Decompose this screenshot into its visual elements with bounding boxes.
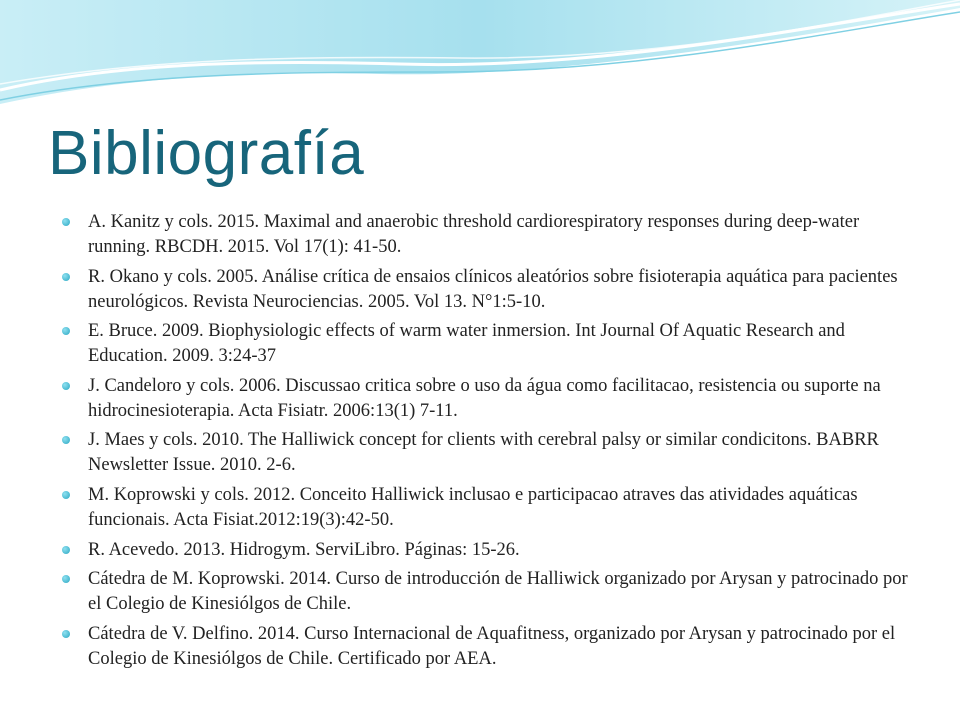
- reference-item: [60, 374, 920, 424]
- bibliography-list: [60, 210, 920, 676]
- reference-item: [60, 265, 920, 315]
- bullet-icon: [62, 218, 70, 226]
- bullet-icon: [62, 327, 70, 335]
- slide-title: Bibliografía: [48, 119, 365, 188]
- reference-text: Cátedra de M. Koprowski. 2014. Curso de introducción de Halliwick organizado por Arysan y patrocinado por el Colegio de Kinesiólgos de Chile.: [88, 569, 908, 615]
- reference-item: [60, 428, 920, 478]
- reference-text: R. Acevedo. 2013. Hidrogym. ServiLibro. Páginas: 15-26.: [88, 539, 520, 560]
- bullet-icon: [62, 382, 70, 390]
- bullet-icon: [62, 630, 70, 638]
- reference-text: Cátedra de V. Delfino. 2014. Curso Internacional de Aquafitness, organizado por Arysan y patrocinado por el Colegio de Kinesiólgos de Chile. Certificado por AEA.: [88, 623, 896, 669]
- reference-item: [60, 538, 920, 563]
- reference-item: [60, 319, 920, 369]
- reference-item: [60, 483, 920, 533]
- reference-text: J. Maes y cols. 2010. The Halliwick concept for clients with cerebral palsy or similar condicitons. BABRR Newsletter Issue. 2010. 2-6.: [88, 430, 879, 476]
- bullet-icon: [62, 546, 70, 554]
- decorative-wave-header: [0, 0, 960, 110]
- reference-item: [60, 567, 920, 617]
- bullet-icon: [62, 436, 70, 444]
- bullet-icon: [62, 491, 70, 499]
- reference-item: [60, 210, 920, 260]
- bullet-icon: [62, 273, 70, 281]
- reference-text: A. Kanitz y cols. 2015. Maximal and anaerobic threshold cardiorespiratory responses during deep-water running. RBCDH. 2015. Vol 17(1): 41-50.: [88, 212, 860, 257]
- reference-text: E. Bruce. 2009. Biophysiologic effects of warm water inmersion. Int Journal Of Aquatic Research and Education. 2009. 3:24-37: [88, 321, 845, 367]
- reference-text: J. Candeloro y cols. 2006. Discussao critica sobre o uso da água como facilitacao, resistencia ou suporte na hidrocinesioterapia. Acta Fisiatr. 2006:13(1) 7-11.: [88, 375, 881, 421]
- reference-text: M. Koprowski y cols. 2012. Conceito Halliwick inclusao e participacao atraves das atividades aquáticas funcionais. Acta Fisiat.2012:19(3):42-50.: [88, 484, 858, 530]
- reference-item: [60, 622, 920, 672]
- bullet-icon: [62, 575, 70, 583]
- reference-text: R. Okano y cols. 2005. Análise crítica de ensaios clínicos aleatórios sobre fisioterapia aquática para pacientes neurológicos. Revista Neurociencias. 2005. Vol 13. N°1:5-10.: [88, 266, 898, 312]
